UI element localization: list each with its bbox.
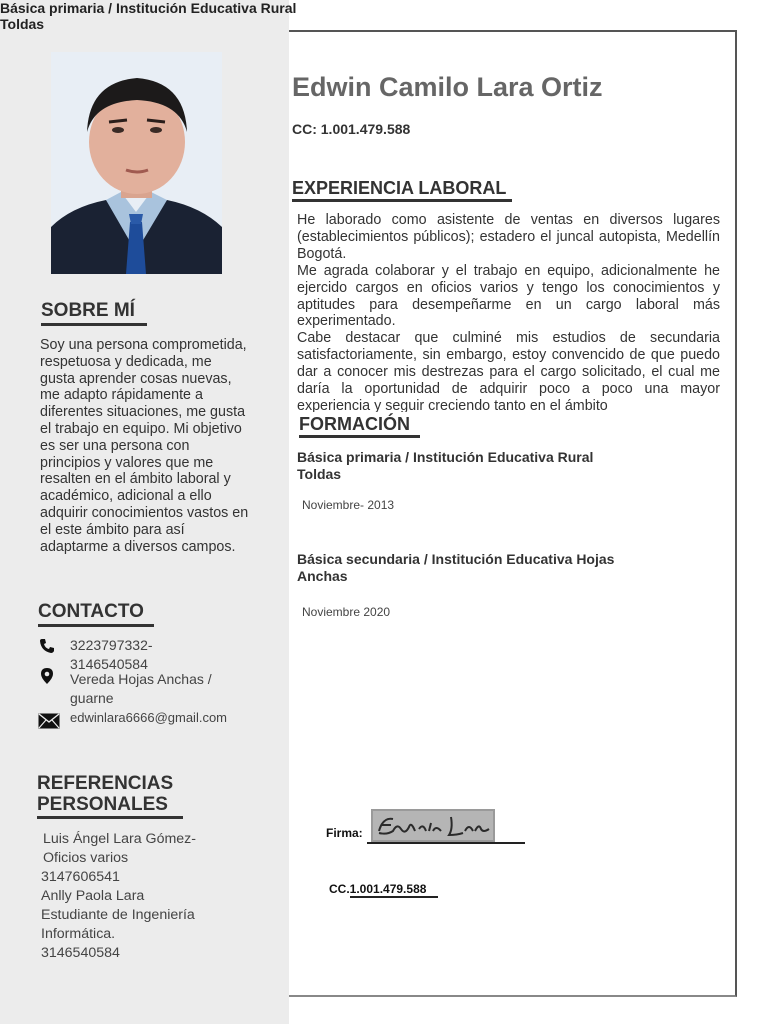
signature-id-number: 1.001.479.588: [350, 882, 439, 898]
education-item-title: Básica primaria / Institución Educativa Rural Toldas: [297, 449, 594, 482]
contact-email: edwinlara6666@gmail.com: [70, 710, 227, 725]
contact-heading: CONTACTO: [38, 601, 154, 627]
main-content-frame: [289, 30, 737, 997]
list-item: Anlly Paola Lara: [41, 888, 145, 904]
education-item-date: Noviembre- 2013: [302, 498, 395, 512]
list-item: Oficios varios: [43, 850, 129, 866]
signature-line: [367, 842, 525, 844]
experience-paragraph: He laborado como asistente de ventas en diversos lugares (establecimientos públicos); estadero el juncal autopista, Medellín Bogotá.: [297, 212, 720, 262]
mail-icon: [38, 713, 60, 729]
list-item: 3147606541: [41, 869, 120, 885]
experience-paragraph: Cabe destacar que culminé mis estudios de secundaria satisfactoriamente, sin embargo, estoy convencido de que puedo dar a conocer mis destrezas para el cargo solicitado, el cual me daría la oportunidad de adquirir poco a poco una mayor experiencia y seguir creciendo tanto en el ámbito: [297, 330, 720, 412]
signature-label: Firma:: [326, 826, 363, 840]
education-item-title: Básica secundaria / Institución Educativa Hojas Anchas: [297, 551, 615, 584]
contact-phone: 3223797332- 3146540584: [70, 637, 153, 672]
handwritten-signature: [371, 809, 495, 842]
page-title: Edwin Camilo Lara Ortiz: [292, 72, 603, 102]
person-portrait-icon: [51, 52, 222, 274]
experience-text: [297, 212, 720, 412]
contact-address: Vereda Hojas Anchas / guarne: [70, 671, 212, 706]
list-item: Estudiante de Ingeniería: [41, 907, 195, 923]
list-item: Luis Ángel Lara Gómez-: [43, 831, 196, 847]
about-text: Soy una persona comprometida, respetuosa y dedicada, me gusta aprender cosas nuevas, me adapto rápidamente a diferentes situaciones, me gusta el trabajo en equipo. Mi objetivo es ser una persona con principios y valores que me resalten en el ámbito laboral y académico, adicional a ello adquirir conocimientos vastos en el este ámbito para así adaptarme a diversos campos.: [40, 337, 249, 555]
experience-paragraph: Me agrada colaborar y el trabajo en equipo, adicionalmente he ejercido cargos en oficios varios y tengo los conocimientos y aptitudes para desempeñarme en un cargo laboral más experimentado.: [297, 262, 720, 330]
location-pin-icon: [38, 667, 56, 685]
education-item-date: Noviembre 2020: [302, 605, 391, 619]
phone-icon: [38, 637, 56, 655]
id-number: CC: 1.001.479.588: [292, 121, 411, 137]
overflow-header-text: Básica primaria / Institución Educativa Rural Toldas: [0, 0, 297, 32]
profile-photo: [51, 52, 222, 274]
about-heading: SOBRE MÍ: [41, 300, 147, 326]
education-heading: FORMACIÓN: [299, 414, 420, 438]
references-heading: REFERENCIAS PERSONALES: [37, 773, 183, 819]
references-list: [41, 830, 271, 963]
signature-id: [329, 882, 438, 896]
list-item: 3146540584: [41, 945, 120, 961]
experience-heading: EXPERIENCIA LABORAL: [292, 178, 512, 202]
list-item: Informática.: [41, 926, 116, 942]
signature-id-prefix: CC.: [329, 882, 350, 896]
